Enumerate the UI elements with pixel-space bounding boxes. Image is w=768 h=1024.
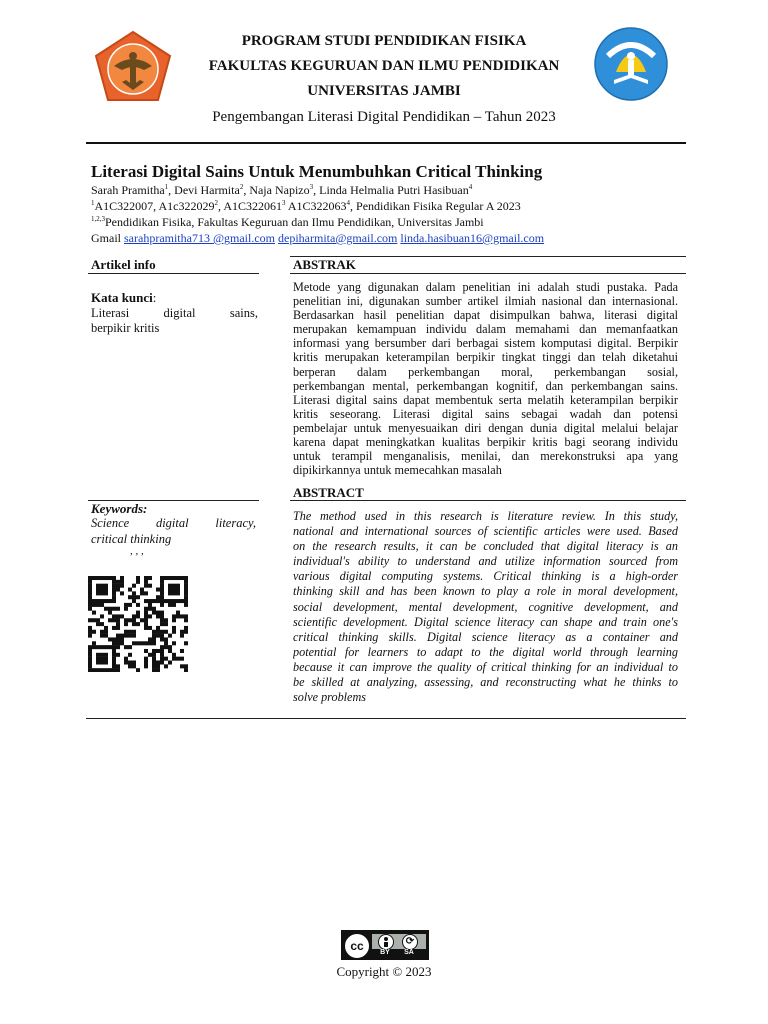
abstract-line: because it can improve the quality of critical thinking for an individual to <box>293 659 678 674</box>
abstract-line: penelitian ini, digunakan sumber artikel ilmiah nasional dan internasional. <box>293 294 678 309</box>
abstract-line: karena dapat meningkatkan kualitas berpikir kritis bagi seorang individu <box>293 435 678 450</box>
abstract-line: kritis merupakan keterampilan berpikir tingkat tinggi dan telah diketahui <box>293 350 678 365</box>
abstract-line: thinking skill and has been known to play a role in moral development, <box>293 584 678 599</box>
abstrak-rule <box>290 273 686 274</box>
abstract-line: informasi yang bersumber dari berbagai sistem komputasi digital. Berpikir <box>293 336 678 351</box>
cc-by-sa-badge <box>341 930 429 960</box>
abstract-line: scientific development. Digital science literacy can shape and train one's <box>293 614 678 629</box>
cc-icon: cc <box>344 933 370 959</box>
qr-code <box>88 576 188 672</box>
header-divider <box>86 142 686 144</box>
info-divider <box>88 273 259 274</box>
student-ids: $^1$A1C322007, A1c322029$^2$, A1C322061$^3$ A1C322063$^4$, Pendidikan Fisika Regular A 2023 <box>91 199 521 213</box>
abstract-line: kritis seseorang. Literasi digital sains sebagai wadah dan potensi <box>293 406 678 421</box>
content-bottom-rule <box>86 718 686 719</box>
email-link[interactable]: depiharmita@gmail.com <box>278 231 398 245</box>
abstract-line: solve problems <box>293 690 366 705</box>
abstract-line: potential for learners to adapt to the digital world through learning <box>293 644 678 659</box>
keywords-line2: critical thinking <box>91 532 172 546</box>
kata-kunci: Kata kunci: <box>91 290 157 305</box>
share-alike-icon: ⟳ <box>402 934 418 950</box>
copyright: Copyright © 2023 <box>336 964 432 979</box>
author-name: Naja Napizo <box>249 183 310 197</box>
article-title: Literasi Digital Sains Untuk Menumbuhkan Critical Thinking <box>91 162 543 181</box>
author-name: Linda Helmalia Putri Hasibuan <box>319 183 469 197</box>
author-list: Sarah Pramitha$^1$, Devi Harmita$^2$, Naja Napizo$^3$, Linda Helmalia Putri Hasibuan$^4$ <box>91 183 473 197</box>
abstract-heading: ABSTRACT <box>293 485 364 500</box>
abstract-line: berperan dalam perkembangan moral, perkembangan sosial, <box>293 364 678 379</box>
abstrak-heading: ABSTRAK <box>293 257 356 272</box>
keywords-label: Keywords: <box>91 501 148 516</box>
abstract-line: Literasi digital sains dapat membentuk serta melatih keterampilan berpikir <box>293 392 678 407</box>
abstract-line: Metode yang digunakan dalam penelitian ini adalah studi pustaka. Pada <box>293 280 678 294</box>
abstract-line: national and international sources of scientific articles were used. Based <box>293 524 678 539</box>
header-subtitle: Pengembangan Literasi Digital Pendidikan – Tahun 2023 <box>212 109 556 125</box>
license-by-label: BY <box>380 949 390 956</box>
abstract-line: be skilled at analyzing, assessing, and reconstructing what he thinks to <box>293 675 678 690</box>
abstract-line: untuk terampil menganalisis, menilai, dan merekonstruksi apa yang <box>293 449 678 464</box>
abstract-rule <box>290 500 686 501</box>
abstract-line: The method used in this research is literature review. In this study, <box>293 509 678 523</box>
abstrak-body <box>293 280 678 477</box>
abstract-line: social development, mental development, cognitive development, and <box>293 599 678 614</box>
abstract-line: perkembangan mental, perkembangan kognitif, dan perkembangan sains. <box>293 378 678 393</box>
abstract-line: individual's ability to understand and utilize information sourced from <box>293 554 678 569</box>
abstract-line: Berdasarkan hasil penelitian dapat disimpulkan bahwa, literasi digital <box>293 308 678 323</box>
abstract-line: on the research results, it can be concluded that digital literacy is an <box>293 539 678 554</box>
kata-kunci-line1: Literasi digital sains, <box>91 306 258 320</box>
abstract-line: pembelajar untuk menyesuaikan diri dengan dunia digital melalui belajar <box>293 420 678 435</box>
license-sa-label: SA <box>404 949 414 956</box>
abstract-line: various digital computing systems. Critical thinking is a high-order <box>293 569 678 584</box>
article-info-heading: Artikel info <box>91 257 156 272</box>
header-program: PROGRAM STUDI PENDIDIKAN FISIKA <box>241 33 527 49</box>
email-link[interactable]: linda.hasibuan16@gmail.com <box>400 231 545 245</box>
kata-kunci-line2: berpikir kritis <box>91 321 160 335</box>
affiliation: $^{1,2,3}$Pendidikan Fisika, Fakultas Keguruan dan Ilmu Pendidikan, Universitas Jambi <box>91 215 484 229</box>
abstract-line: critical thinking skills. Digital science literacy as a container and <box>293 629 678 644</box>
abstract-body <box>293 509 678 705</box>
abstract-line: merupakan kemampuan individu dalam memahami dan memanfaatkan <box>293 322 678 337</box>
author-name: Sarah Pramitha <box>91 183 165 197</box>
email-link[interactable]: sarahpramitha713 @gmail.com <box>124 231 276 245</box>
email-line: Gmail sarahpramitha713 @gmail.com depiharmita@gmail.com linda.hasibuan16@gmail.com <box>91 231 545 245</box>
attribution-icon <box>378 934 394 950</box>
keywords-tail: , , , <box>130 545 144 557</box>
header-faculty: FAKULTAS KEGURUAN DAN ILMU PENDIDIKAN <box>208 58 560 74</box>
abstract-line: dipikirkannya untuk memecahkan masalah <box>293 463 502 478</box>
keywords-line1: Science digital literacy, <box>91 516 256 530</box>
author-name: Devi Harmita <box>174 183 240 197</box>
header-university: UNIVERSITAS JAMBI <box>307 83 461 99</box>
